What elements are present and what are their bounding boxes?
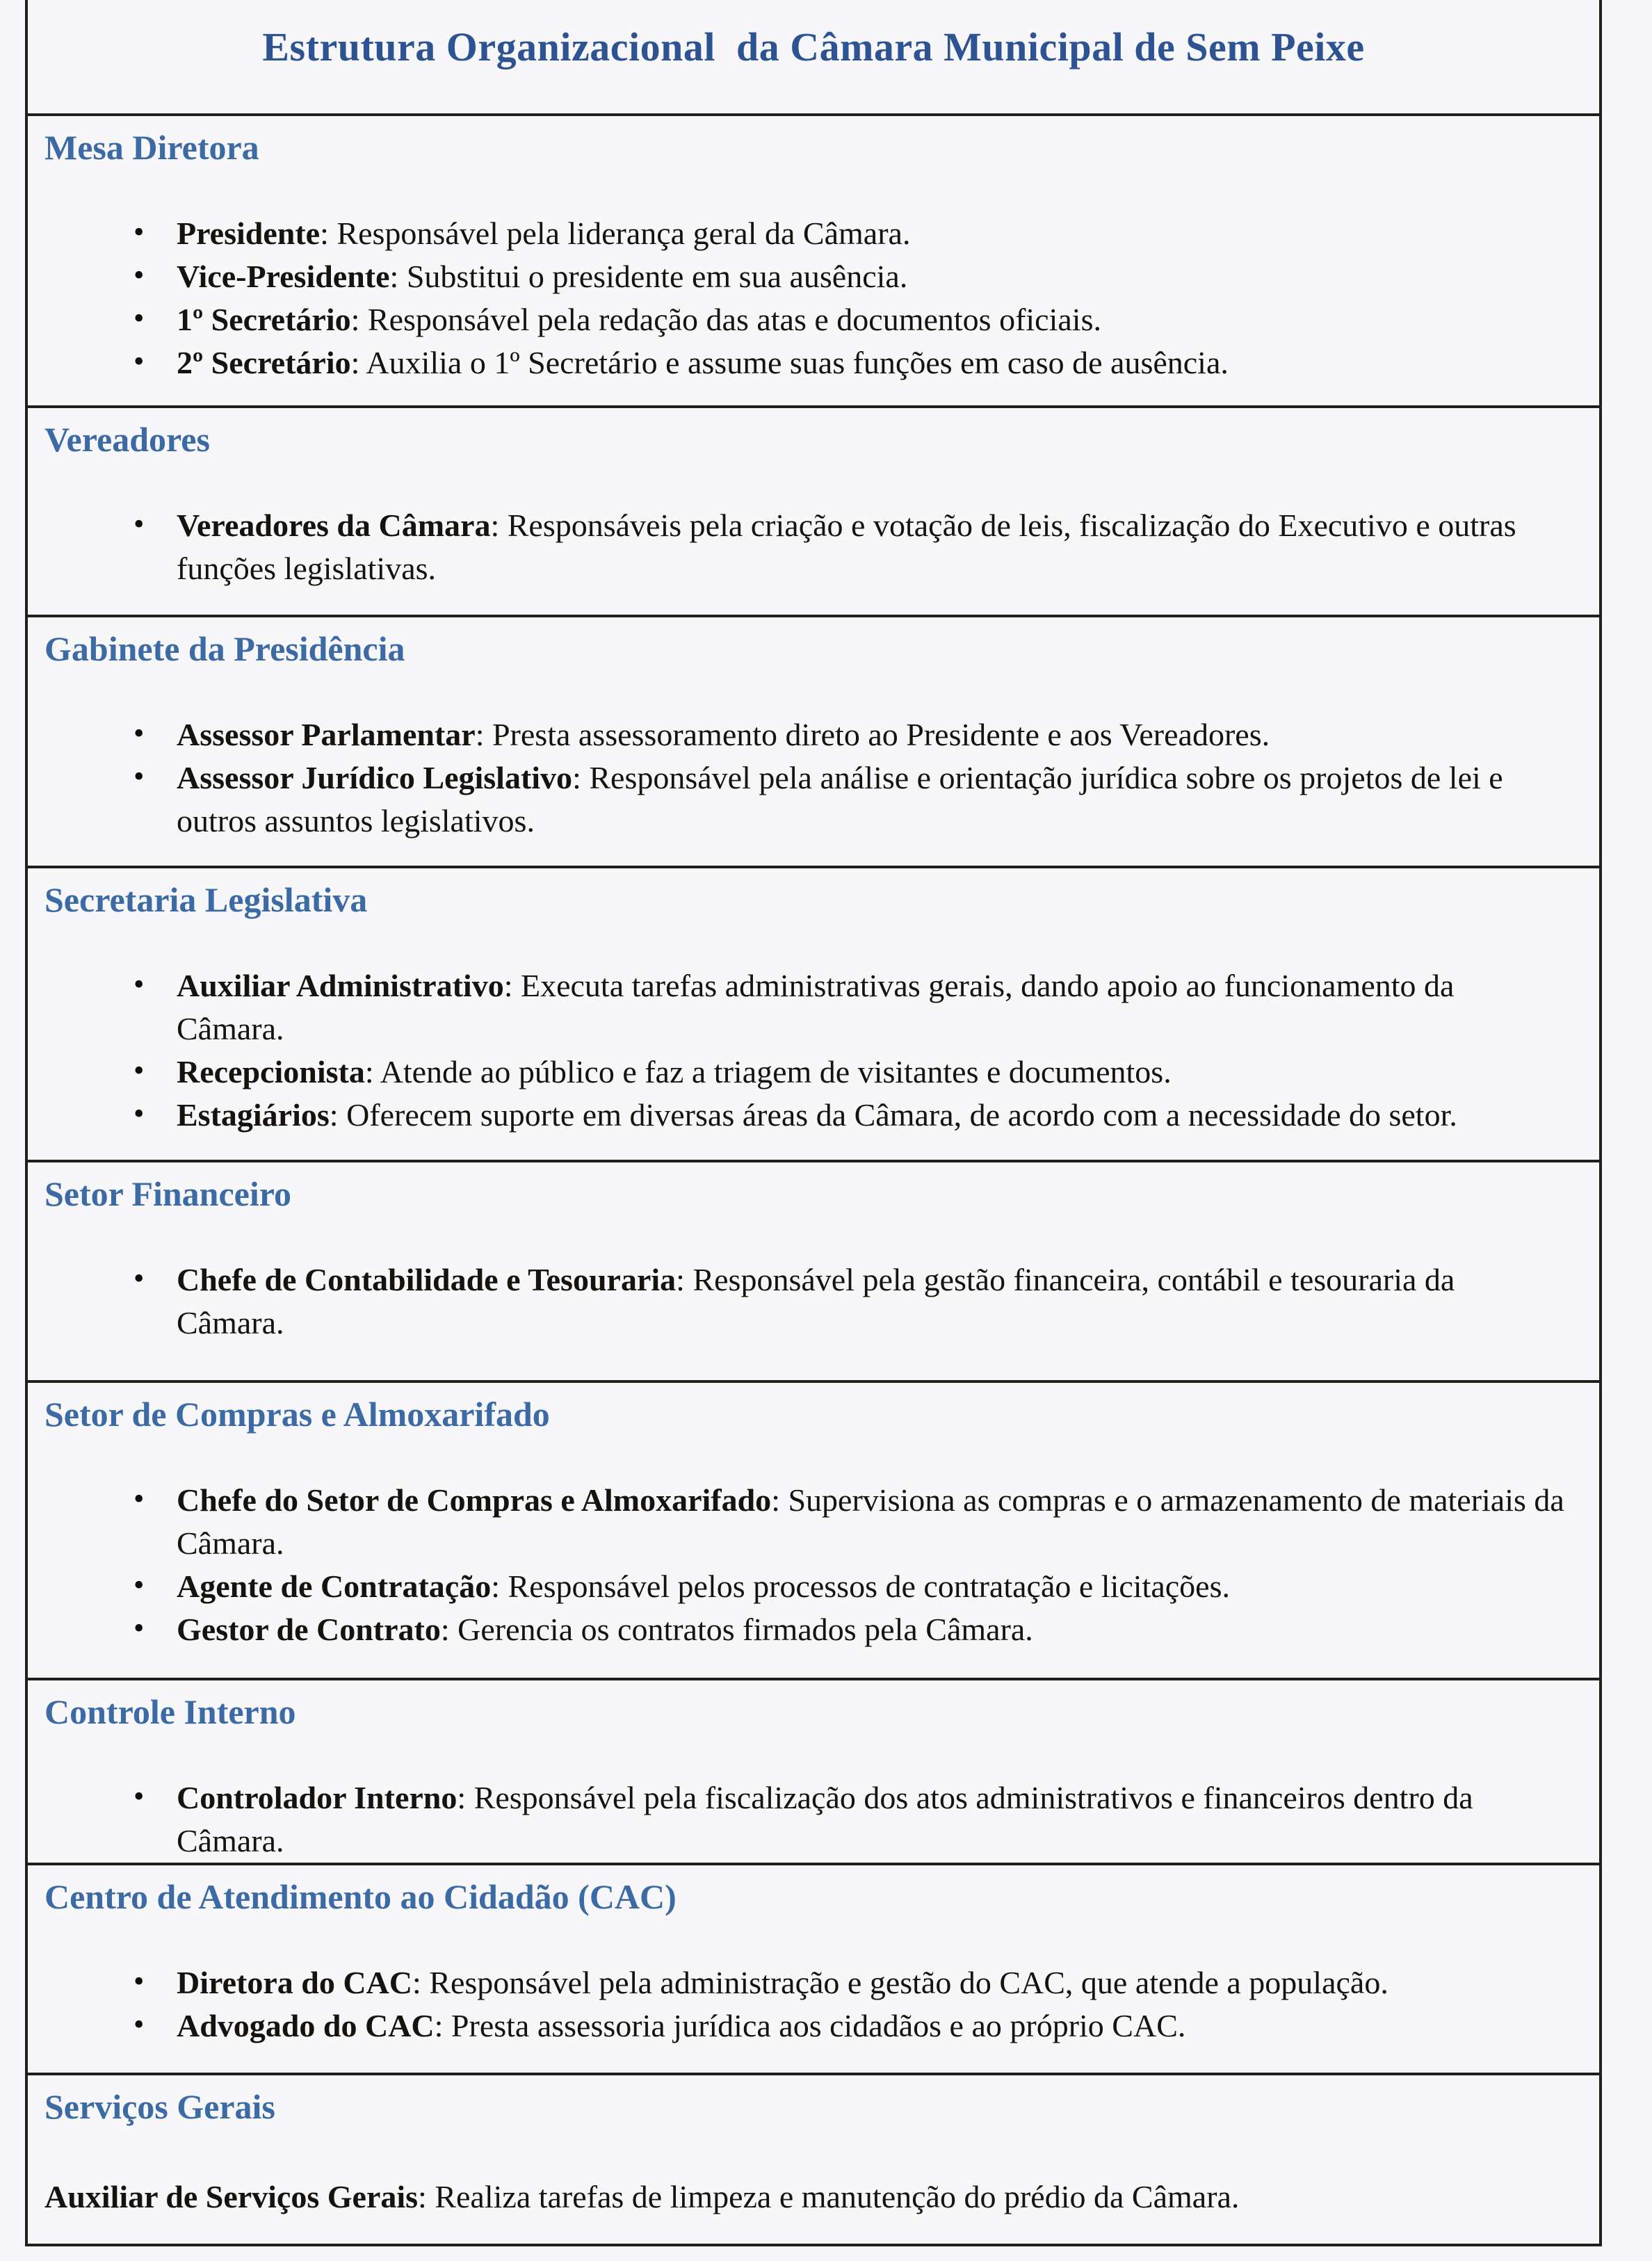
role-item bbox=[177, 756, 1566, 843]
role-desc: Atende ao público e faz a triagem de visitantes e documentos. bbox=[380, 1054, 1172, 1089]
role-term: 1º Secretário : bbox=[177, 302, 368, 337]
role-desc: Presta assessoria jurídica aos cidadãos e ao próprio CAC. bbox=[451, 2008, 1186, 2043]
role-desc: Responsável pela análise e orientação jurídica sobre os projetos de lei e outros assuntos legislativos. bbox=[177, 760, 1503, 838]
document-page bbox=[25, 0, 1602, 2246]
role-item bbox=[177, 298, 1566, 341]
role-item bbox=[177, 1051, 1566, 1094]
role-desc: Responsável pelos processos de contratação e licitações. bbox=[508, 1569, 1230, 1604]
role-term: Advogado do CAC : bbox=[177, 2008, 451, 2043]
title-row bbox=[28, 0, 1599, 113]
role-item bbox=[177, 504, 1566, 590]
role-term: Presidente : bbox=[177, 216, 337, 251]
role-term: Recepcionista : bbox=[177, 1054, 380, 1089]
role-desc: Presta assessoramento direto ao Presidente e aos Vereadores. bbox=[492, 717, 1270, 752]
section-heading: Controle Interno bbox=[44, 1692, 296, 1731]
role-term: Controlador Interno : bbox=[177, 1780, 474, 1815]
role-list bbox=[44, 212, 1566, 384]
section-heading: Secretaria Legislativa bbox=[44, 880, 368, 919]
section-heading: Gabinete da Presidência bbox=[44, 629, 405, 668]
role-desc: Substitui o presidente em sua ausência. bbox=[406, 259, 908, 294]
role-term: 2º Secretário : bbox=[177, 345, 366, 380]
role-term: Vice-Presidente : bbox=[177, 259, 407, 294]
role-item bbox=[177, 255, 1566, 298]
role-desc: Oferecem suporte em diversas áreas da Câmara, de acordo com a necessidade do setor. bbox=[346, 1097, 1457, 1133]
section-heading: Centro de Atendimento ao Cidadão (CAC) bbox=[44, 1877, 677, 1916]
section-heading: Mesa Diretora bbox=[44, 128, 259, 167]
role-desc: Executa tarefas administrativas gerais, dando apoio ao funcionamento da Câmara. bbox=[177, 968, 1455, 1046]
role-desc: Responsável pela redação das atas e documentos oficiais. bbox=[367, 302, 1101, 337]
section-vereadores bbox=[28, 405, 1599, 615]
role-item bbox=[177, 964, 1566, 1051]
role-item bbox=[177, 212, 1566, 255]
role-desc: Responsáveis pela criação e votação de leis, fiscalização do Executivo e outras funções legislativas. bbox=[177, 508, 1516, 586]
role-list bbox=[44, 504, 1566, 590]
role-desc: Responsável pela fiscalização dos atos administrativos e financeiros dentro da Câmara. bbox=[177, 1780, 1473, 1858]
role-item bbox=[177, 1608, 1566, 1651]
role-term: Diretora do CAC : bbox=[177, 1965, 429, 2000]
role-item bbox=[177, 2004, 1566, 2048]
role-item bbox=[177, 1776, 1566, 1863]
role-desc: Responsável pela liderança geral da Câmara. bbox=[337, 216, 911, 251]
role-list bbox=[44, 964, 1566, 1137]
role-item bbox=[177, 1094, 1566, 1137]
section-cac bbox=[28, 1863, 1599, 2073]
section-heading: Serviços Gerais bbox=[44, 2087, 275, 2126]
section-gabinete-presidencia bbox=[28, 615, 1599, 866]
role-term: Chefe do Setor de Compras e Almoxarifado : bbox=[177, 1482, 788, 1518]
section-servicos-gerais bbox=[28, 2073, 1599, 2244]
role-desc: Supervisiona as compras e o armazenamento de materiais da Câmara. bbox=[177, 1482, 1564, 1561]
role-term: Agente de Contratação : bbox=[177, 1569, 508, 1604]
role-desc: Auxilia o 1º Secretário e assume suas funções em caso de ausência. bbox=[366, 345, 1229, 380]
role-item bbox=[177, 713, 1566, 756]
role-item bbox=[177, 1479, 1566, 1565]
role-term: Assessor Jurídico Legislativo : bbox=[177, 760, 589, 795]
role-term: Auxiliar Administrativo : bbox=[177, 968, 521, 1003]
role-list bbox=[44, 1776, 1566, 1863]
section-secretaria-legislativa bbox=[28, 866, 1599, 1160]
role-list bbox=[44, 1258, 1566, 1345]
section-compras-almoxarifado bbox=[28, 1380, 1599, 1678]
role-item bbox=[177, 1565, 1566, 1608]
section-controle-interno bbox=[28, 1678, 1599, 1863]
role-item bbox=[177, 1258, 1566, 1345]
role-term: Chefe de Contabilidade e Tesouraria : bbox=[177, 1262, 693, 1297]
role-item bbox=[177, 341, 1566, 384]
role-desc: Responsável pela administração e gestão do CAC, que atende a população. bbox=[429, 1965, 1388, 2000]
role-item bbox=[177, 1961, 1566, 2004]
page-title: Estrutura Organizacional da Câmara Municipal de Sem Peixe bbox=[262, 24, 1365, 70]
role-list bbox=[44, 1479, 1566, 1651]
role-term: Auxiliar de Serviços Gerais : bbox=[44, 2179, 435, 2214]
role-list bbox=[44, 1961, 1566, 2048]
section-heading: Vereadores bbox=[44, 420, 210, 459]
section-heading: Setor Financeiro bbox=[44, 1174, 292, 1213]
section-setor-financeiro bbox=[28, 1160, 1599, 1380]
role-desc: Responsável pela gestão financeira, contábil e tesouraria da Câmara. bbox=[177, 1262, 1455, 1340]
role-term: Gestor de Contrato : bbox=[177, 1612, 457, 1647]
role-line bbox=[44, 2175, 1566, 2219]
section-heading: Setor de Compras e Almoxarifado bbox=[44, 1395, 550, 1434]
role-term: Vereadores da Câmara : bbox=[177, 508, 508, 543]
section-mesa-diretora bbox=[28, 113, 1599, 405]
role-term: Assessor Parlamentar : bbox=[177, 717, 492, 752]
role-desc: Gerencia os contratos firmados pela Câmara. bbox=[457, 1612, 1033, 1647]
role-term: Estagiários : bbox=[177, 1097, 346, 1133]
role-list bbox=[44, 713, 1566, 843]
role-desc: Realiza tarefas de limpeza e manutenção do prédio da Câmara. bbox=[435, 2179, 1240, 2214]
